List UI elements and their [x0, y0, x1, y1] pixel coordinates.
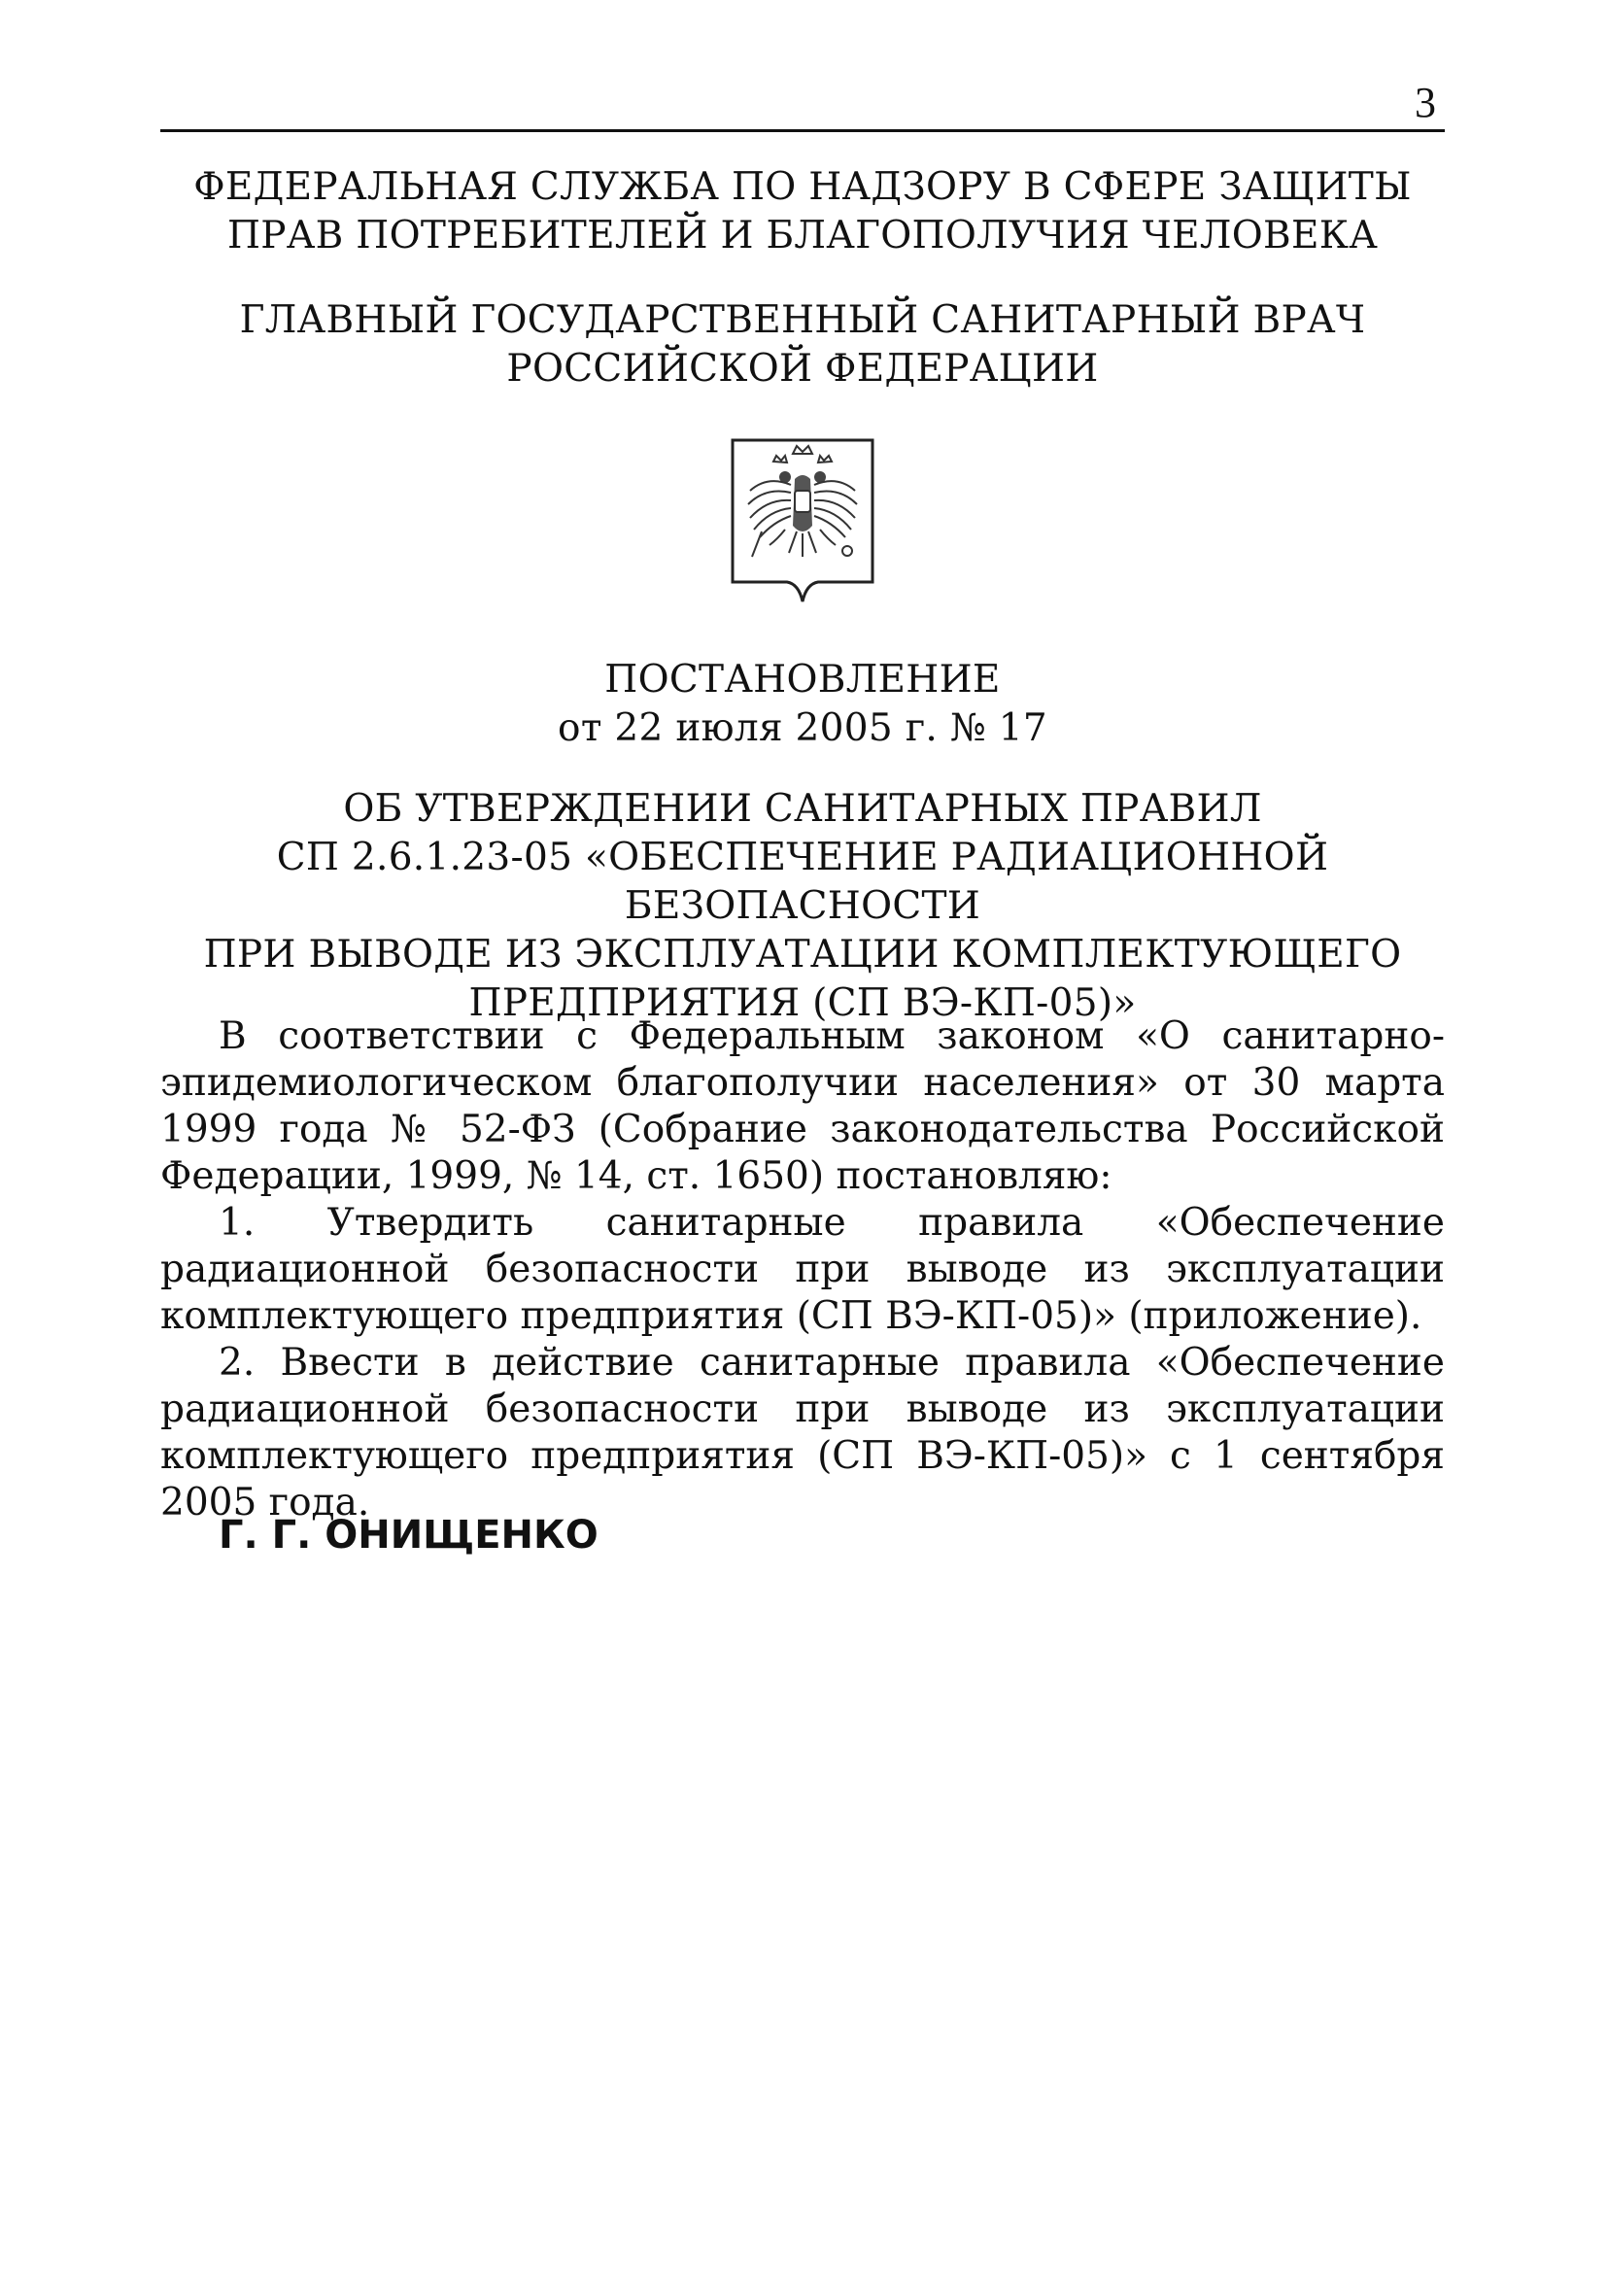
- agency-name: [160, 163, 1445, 260]
- title-line-4: ПРЕДПРИЯТИЯ (СП ВЭ-КП-05)»: [468, 981, 1137, 1025]
- official-line-1: ГЛАВНЫЙ ГОСУДАРСТВЕННЫЙ САНИТАРНЫЙ ВРАЧ: [239, 298, 1366, 342]
- document-date-number: от 22 июля 2005 г. № 17: [558, 706, 1047, 750]
- document-body: [160, 1013, 1445, 1526]
- official-line-2: РОССИЙСКОЙ ФЕДЕРАЦИИ: [506, 347, 1099, 391]
- header-rule: [160, 129, 1445, 132]
- document-type: ПОСТАНОВЛЕНИЕ: [604, 658, 1001, 702]
- signature: Г. Г. ОНИЩЕНКО: [219, 1513, 599, 1558]
- preamble-paragraph: В соответствии с Федеральным законом «О санитарно-эпидемиологическом благополучии населения» от 30 марта 1999 года № 52-ФЗ (Собрание законодательства Российской Федерации, 1999, № 14, ст. 1650) постановляю:: [160, 1014, 1445, 1198]
- document-header: [160, 656, 1445, 753]
- title-line-3: ПРИ ВЫВОДЕ ИЗ ЭКСПЛУАТАЦИИ КОМПЛЕКТУЮЩЕГО: [203, 933, 1402, 977]
- item-2-paragraph: 2. Ввести в действие санитарные правила «Обеспечение радиационной безопасности при выводе из эксплуатации комплектующего предприятия (СП ВЭ-КП-05)» с 1 сентября 2005 года.: [160, 1341, 1445, 1525]
- title-line-2: СП 2.6.1.23-05 «ОБЕСПЕЧЕНИЕ РАДИАЦИОННОЙ БЕЗОПАСНОСТИ: [276, 836, 1329, 928]
- page-number: 3: [1415, 79, 1436, 126]
- official-title: [160, 296, 1445, 394]
- agency-line-2: ПРАВ ПОТРЕБИТЕЛЕЙ И БЛАГОПОЛУЧИЯ ЧЕЛОВЕКА: [226, 214, 1379, 257]
- item-1-paragraph: 1. Утвердить санитарные правила «Обеспечение радиационной безопасности при выводе из эксплуатации комплектующего предприятия (СП ВЭ-КП-05)» (приложение).: [160, 1201, 1445, 1338]
- document-title: [160, 785, 1445, 1028]
- coat-of-arms-icon: [729, 436, 876, 605]
- agency-line-1: ФЕДЕРАЛЬНАЯ СЛУЖБА ПО НАДЗОРУ В СФЕРЕ ЗАЩИТЫ: [193, 165, 1412, 209]
- title-line-1: ОБ УТВЕРЖДЕНИИ САНИТАРНЫХ ПРАВИЛ: [343, 787, 1262, 831]
